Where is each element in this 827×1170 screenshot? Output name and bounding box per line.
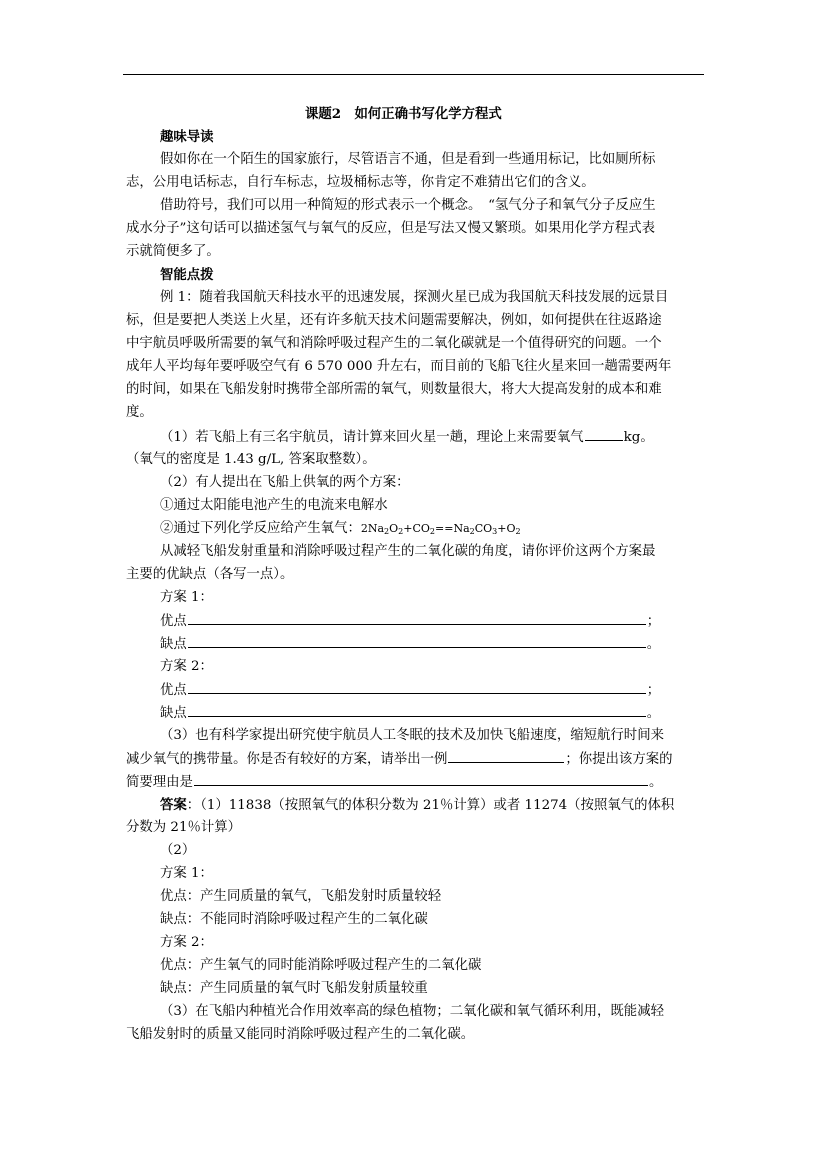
plan-2-pro: 优点 ；: [160, 679, 660, 702]
page-title: 课题2 如何正确书写化学方程式: [305, 106, 502, 122]
answer-plan-2-pro: 优点：产生氧气的同时能消除呼吸过程产生的二氧化碳: [160, 958, 482, 973]
example-line: 度。: [126, 405, 153, 420]
intro-line: 示就简便多了。: [126, 244, 220, 259]
option-2: ②通过下列化学反应给产生氧气：$2Na_2O_2+CO_2==Na_2CO_3+O_2$: [160, 521, 521, 536]
question-1: （1）若飞船上有三名宇航员，请计算来回火星一趟，理论上来需要氧气 kg。: [160, 426, 654, 449]
answer-2: （2）: [160, 843, 196, 858]
section-heading-intro: 趣味导读: [160, 129, 214, 145]
plan-1-label: 方案 1：: [160, 590, 213, 605]
answer-3: （3）在飞船内种植光合作用效率高的绿色植物；二氧化碳和氧气循环利用，既能减轻: [160, 1004, 664, 1019]
option-1: ①通过太阳能电池产生的电流来电解水: [160, 498, 388, 513]
answer-1: 分数为 21％计算）: [126, 820, 242, 835]
plan-2-con: 缺点 。: [160, 702, 660, 725]
intro-line: 借助符号，我们可以用一种简短的形式表示一个概念。 “氢气分子和氧气分子反应生: [160, 198, 656, 213]
question-2-body: 主要的优缺点（各写一点）。: [126, 567, 294, 582]
answer-plan-2: 方案 2：: [160, 935, 213, 950]
question-2-body: 从减轻飞船发射重量和消除呼吸过程产生的二氧化碳的角度，请你评价这两个方案最: [160, 544, 656, 559]
header-rule: [123, 74, 704, 75]
question-3: 简要理由是 。: [126, 771, 662, 794]
example-line: 的时间，如果在飞船发射时携带全部所需的氧气，则数量很大，将大大提高发射的成本和难: [126, 382, 662, 397]
section-heading-tips: 智能点拨: [160, 267, 214, 283]
question-1-note: （氧气的密度是 1.43 g/L, 答案取整数）。: [126, 452, 376, 467]
answer-plan-1-pro: 优点：产生同质量的氧气，飞船发射时质量较轻: [160, 889, 442, 904]
answer-1: 答案：（1）11838（按照氧气的体积分数为 21％计算）或者 11274（按照氧气的体积: [160, 797, 675, 813]
answer-blank: [585, 426, 623, 441]
plan-2-label: 方案 2：: [160, 659, 213, 674]
answer-plan-1: 方案 1：: [160, 866, 213, 881]
answer-plan-2-con: 缺点：产生同质量的氧气时飞船发射质量较重: [160, 981, 428, 996]
chemical-equation: $2Na_2O_2+CO_2==Na_2CO_3+O_2$: [360, 522, 521, 536]
question-3: 减少氧气的携带量。你是否有较好的方案，请举出一例 ；你提出该方案的: [126, 748, 673, 771]
question-2: （2）有人提出在飞船上供氧的两个方案：: [160, 475, 410, 490]
question-3: （3）也有科学家提出研究使宇航员人工冬眠的技术及加快飞船速度，缩短航行时间来: [160, 728, 664, 743]
answer-3: 飞船发射时的质量又能同时消除呼吸过程产生的二氧化碳。: [126, 1027, 475, 1042]
intro-line: 志，公用电话标志，自行车标志，垃圾桶标志等，你肯定不难猜出它们的含义。: [126, 175, 595, 190]
example-line: 标，但是要把人类送上火星，还有许多航天技术问题需要解决，例如，如何提供在往返路途: [126, 313, 662, 328]
example-line: 例 1：随着我国航天科技水平的迅速发展，探测火星已成为我国航天科技发展的远景目: [160, 290, 669, 305]
answer-blank: [188, 702, 646, 717]
example-line: 中宇航员呼吸所需要的氧气和消除呼吸过程产生的二氧化碳就是一个值得研究的问题。一个: [126, 336, 662, 351]
answer-plan-1-con: 缺点：不能同时消除呼吸过程产生的二氧化碳: [160, 912, 428, 927]
answer-blank: [194, 771, 648, 786]
plan-1-pro: 优点 ；: [160, 610, 660, 633]
example-line: 成年人平均每年要呼吸空气有 6 570 000 升左右，而目前的飞船飞往火星来回一趟需要两年: [126, 359, 672, 374]
answer-blank: [448, 748, 564, 763]
answer-blank: [188, 610, 646, 625]
plan-1-con: 缺点 。: [160, 633, 660, 656]
answer-blank: [188, 633, 646, 648]
intro-line: 成水分子”这句话可以描述氢气与氧气的反应，但是写法又慢又繁琐。如果用化学方程式表: [126, 221, 656, 236]
intro-line: 假如你在一个陌生的国家旅行，尽管语言不通，但是看到一些通用标记，比如厕所标: [160, 152, 656, 167]
answer-blank: [188, 679, 646, 694]
